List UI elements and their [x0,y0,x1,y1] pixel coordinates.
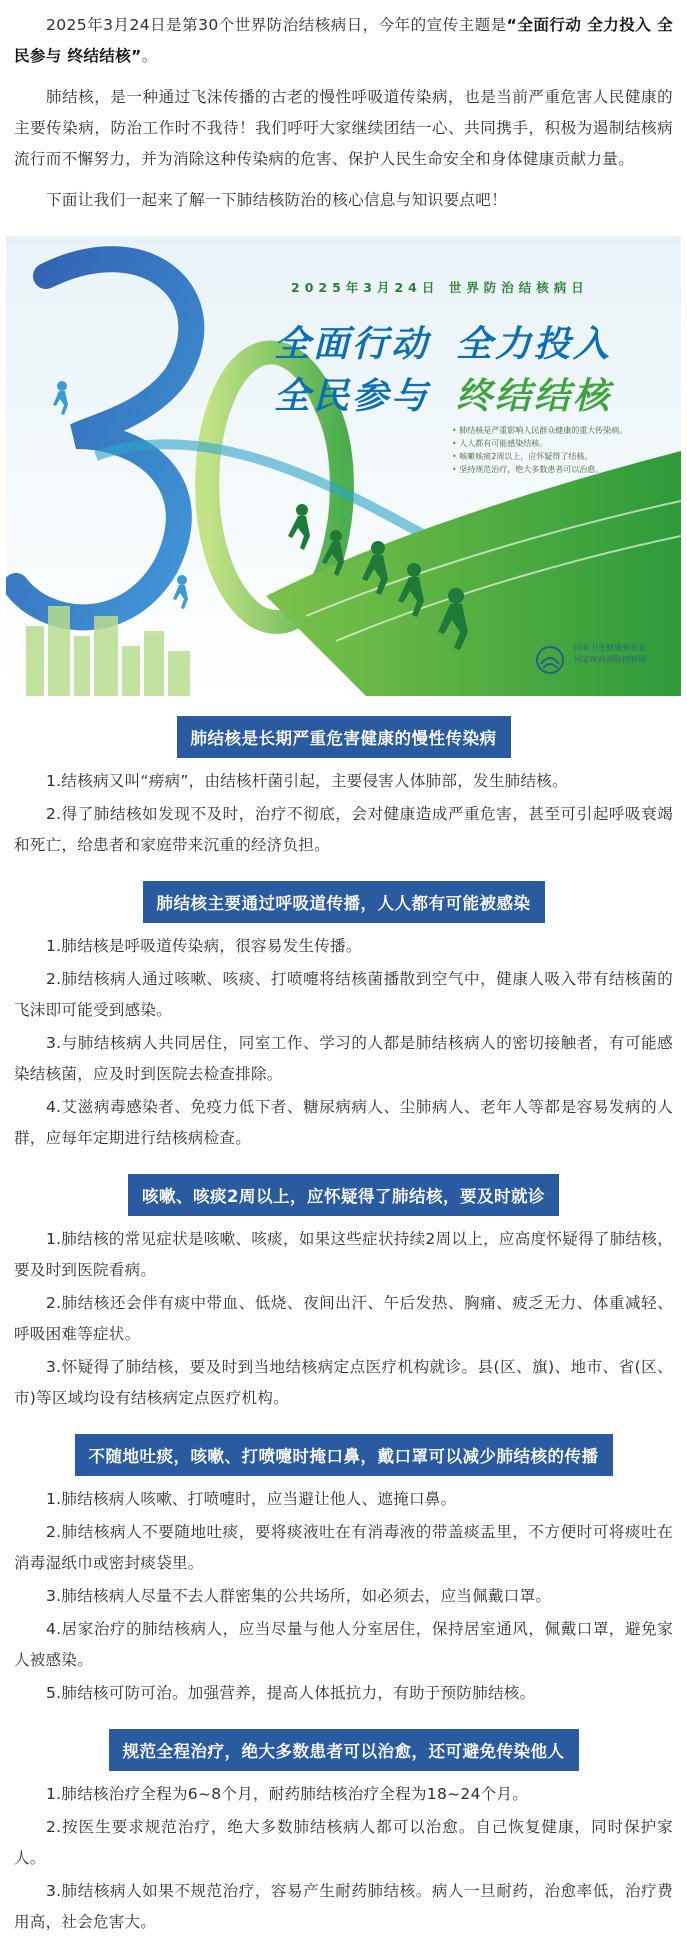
poster-banner [6,236,681,696]
section-heading-label: 规范全程治疗，绝大多数患者可以治愈，还可避免传染他人 [109,1729,579,1771]
poster-slogan-1b: 全力投入 [456,324,613,365]
ribbon-three [16,259,191,617]
poster-bullet: • 肺结核是严重影响人民群众健康的重大传染病。 [452,424,627,437]
section-item: 1.肺结核的常见症状是咳嗽、咳痰，如果这些症状持续2周以上，应高度怀疑得了肺结核，要及时到医院看病。 [14,1230,673,1279]
section-item: 3.与肺结核病人共同居住，同室工作、学习的人都是肺结核病人的密切接触者，有可能感染结核菌，应及时到医院去检查排除。 [14,1034,673,1083]
section-item: 2.按医生要求规范治疗，绝大多数肺结核病人都可以治愈。自己恢复健康，同时保护家人。 [14,1818,673,1867]
section-heading-label: 肺结核主要通过呼吸道传播，人人都有可能被感染 [143,881,545,923]
section-heading [14,1434,673,1476]
section-item: 2.肺结核病人不要随地吐痰，要将痰液吐在有消毒液的带盖痰盂里，不方便时可将痰吐在消毒湿纸巾或密封痰袋里。 [14,1523,673,1572]
section-item: 3.肺结核病人如果不规范治疗，容易产生耐药肺结核。病人一旦耐药，治愈率低，治疗费用高，社会危害大。 [14,1882,673,1931]
section-heading-label: 不随地吐痰，咳嗽、打喷嚏时掩口鼻，戴口罩可以减少肺结核的传播 [75,1434,613,1476]
city-skyline [26,606,190,696]
section-item: 5.肺结核可防可治。加强营养，提高人体抵抗力，有助于预防肺结核。 [46,1684,536,1702]
section-item: 1.肺结核是呼吸道传染病，很容易发生传播。 [46,937,362,955]
poster-slogan-2b: 终结结核 [456,376,613,417]
poster-bullet: • 人人都有可能感染结核。 [452,437,627,450]
article-content [0,716,687,1938]
section-heading-label: 肺结核是长期严重危害健康的慢性传染病 [177,716,511,758]
poster-organizations [574,642,646,666]
section-item: 3.肺结核病人尽量不去人群密集的公共场所，如必须去，应当佩戴口罩。 [46,1587,552,1605]
org-name: 国家卫生健康委员会 [574,643,646,652]
section-heading-label: 咳嗽、咳痰2周以上，应怀疑得了肺结核，要及时就诊 [128,1174,559,1216]
section-item: 1.结核病又叫“痨病”，由结核杆菌引起，主要侵害人体肺部，发生肺结核。 [46,772,568,790]
section-heading [14,881,673,923]
theme-text: “全面行动 全力投入 全民参与 终结结核” [14,16,673,65]
section-heading [14,1729,673,1771]
poster-slogan-2a: 全民参与 [274,376,431,417]
section-item: 2.肺结核还会伴有痰中带血、低烧、夜间出汗、午后发热、胸痛、疲乏无力、体重减轻、呼吸困难等症状。 [14,1294,673,1343]
intro-text-end: 。 [141,47,158,65]
poster-slogan-1a: 全面行动 [274,324,431,365]
section-heading [14,1174,673,1216]
section-item: 4.艾滋病毒感染者、免疫力低下者、糖尿病病人、尘肺病人、老年人等都是容易发病的人群，应每年定期进行结核病检查。 [14,1098,673,1147]
poster-bullet: • 咳嗽咳痰2周以上，应怀疑得了结核。 [452,450,627,463]
poster-bullets [452,424,627,476]
intro-paragraph-3: 下面让我们一起来了解一下肺结核防治的核心信息与知识要点吧！ [46,191,508,209]
intro-paragraph-2: 肺结核，是一种通过飞沫传播的古老的慢性呼吸道传染病，也是当前严重危害人民健康的主要传染病，防治工作时不我待！我们呼吁大家继续团结一心、共同携手，积极为遏制结核病流行而不懈努力，并为消除这种传染病的危害、保护人民生命安全和身体健康贡献力量。 [14,88,673,168]
intro-paragraph-1 [14,10,673,72]
section-item: 2.肺结核病人通过咳嗽、咳痰、打喷嚏将结核菌播散到空气中，健康人吸入带有结核菌的飞沫即可能受到感染。 [14,970,673,1019]
intro-text: 2025年3月24日是第30个世界防治结核病日，今年的宣传主题是 [46,16,507,34]
section-item: 4.居家治疗的肺结核病人，应当尽量与他人分室居住，保持居室通风，佩戴口罩，避免家人被感染。 [14,1620,673,1669]
org-name: 国家疾病预防控制局 [574,655,646,664]
section-item: 1.肺结核治疗全程为6~8个月，耐药肺结核治疗全程为18~24个月。 [46,1785,529,1803]
section-item: 2.得了肺结核如发现不及时，治疗不彻底，会对健康造成严重危害，甚至可引起呼吸衰竭和死亡，给患者和家庭带来沉重的经济负担。 [14,805,673,854]
poster-date: 2025年3月24日 世界防治结核病日 [291,280,589,295]
section-item: 3.怀疑得了肺结核，要及时到当地结核病定点医疗机构就诊。县(区、旗)、地市、省(区、市)等区域均设有结核病定点医疗机构。 [14,1358,673,1407]
poster-bullet: • 坚持规范治疗，绝大多数患者可以治愈。 [452,463,627,476]
section-item: 1.肺结核病人咳嗽、打喷嚏时，应当避让他人、遮掩口鼻。 [46,1490,457,1508]
intro [0,0,687,216]
section-heading [14,716,673,758]
